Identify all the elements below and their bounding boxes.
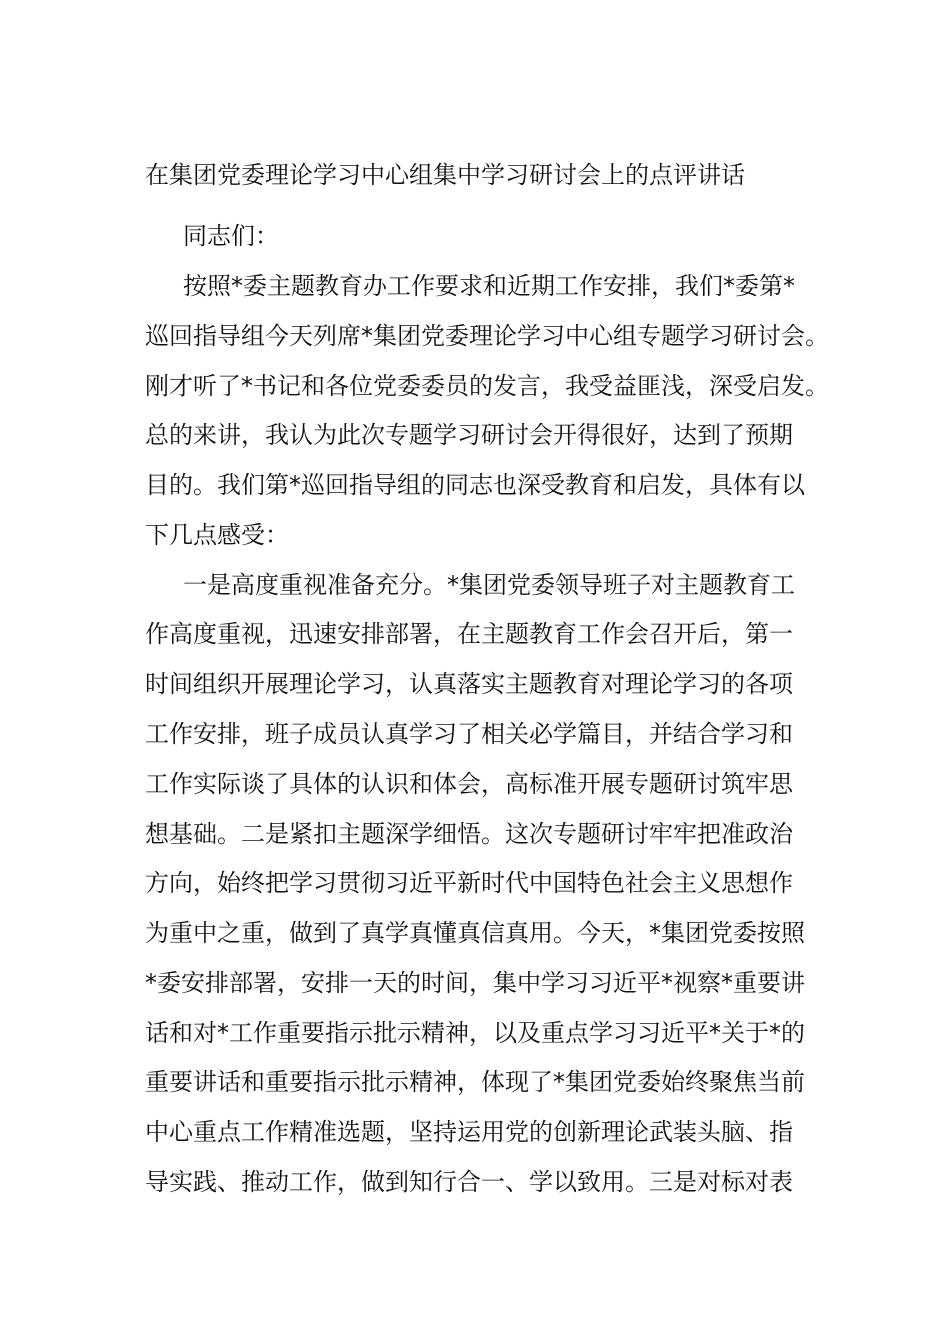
paragraph-line: 一是高度重视准备充分。*集团党委领导班子对主题教育工 — [183, 571, 795, 599]
paragraph-line: 为重中之重，做到了真学真懂真信真用。今天，*集团党委按照 — [145, 919, 805, 947]
paragraph-line: *委安排部署，安排一天的时间，集中学习习近平*视察*重要讲 — [145, 969, 805, 997]
paragraph-line: 工作安排，班子成员认真学习了相关必学篇目，并结合学习和 — [145, 720, 793, 748]
paragraph-line: 总的来讲，我认为此次专题学习研讨会开得很好，达到了预期 — [145, 421, 793, 449]
greeting: 同志们： — [183, 222, 279, 250]
paragraph-line: 作高度重视，迅速安排部署，在主题教育工作会召开后，第一 — [145, 620, 793, 648]
document-title: 在集团党委理论学习中心组集中学习研讨会上的点评讲话 — [145, 161, 745, 189]
paragraph-line: 按照*委主题教育办工作要求和近期工作安排，我们*委第* — [183, 272, 795, 300]
paragraph-line: 刚才听了*书记和各位党委委员的发言，我受益匪浅，深受启发。 — [145, 372, 829, 400]
paragraph-line: 想基础。二是紧扣主题深学细悟。这次专题研讨牢牢把准政治 — [145, 820, 793, 848]
paragraph-line: 时间组织开展理论学习，认真落实主题教育对理论学习的各项 — [145, 670, 793, 698]
paragraph-line: 重要讲话和重要指示批示精神，体现了*集团党委始终聚焦当前 — [145, 1068, 805, 1096]
paragraph-line: 导实践、推动工作，做到知行合一、学以致用。三是对标对表 — [145, 1168, 793, 1196]
paragraph-line: 目的。我们第*巡回指导组的同志也深受教育和启发，具体有以 — [145, 471, 805, 499]
paragraph-line: 下几点感受： — [145, 521, 289, 549]
paragraph-line: 工作实际谈了具体的认识和体会，高标准开展专题研讨筑牢思 — [145, 770, 793, 798]
paragraph-line: 话和对*工作重要指示批示精神，以及重点学习习近平*关于*的 — [145, 1019, 805, 1047]
paragraph-line: 巡回指导组今天列席*集团党委理论学习中心组专题学习研讨会。 — [145, 322, 829, 350]
paragraph-line: 中心重点工作精准选题，坚持运用党的创新理论武装头脑、指 — [145, 1118, 793, 1146]
paragraph-line: 方向，始终把学习贯彻习近平新时代中国特色社会主义思想作 — [145, 869, 793, 897]
